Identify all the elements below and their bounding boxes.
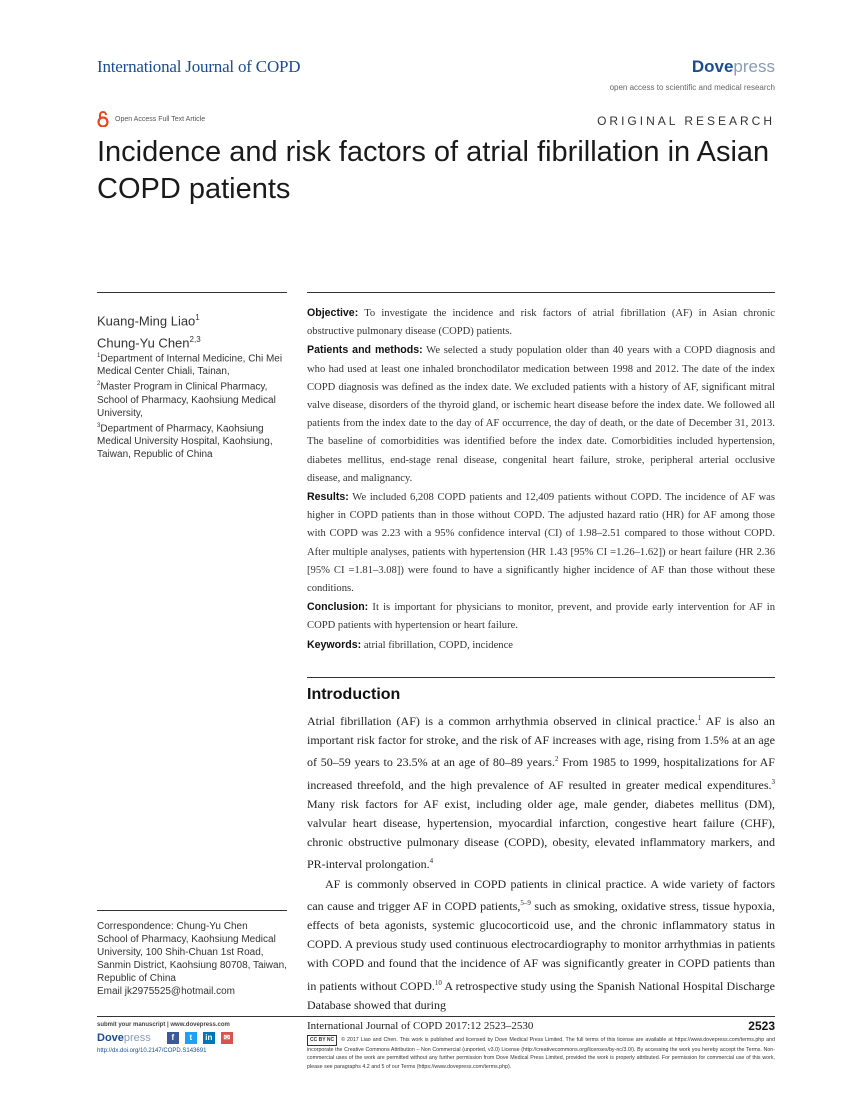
author: Kuang-Ming Liao$^1$ [97,313,200,329]
cc-license-icon[interactable]: CC BY NC [307,1035,337,1046]
citation-link[interactable]: 10 [434,978,442,987]
citation-link[interactable]: 4 [429,857,434,866]
open-access-text: Open Access Full Text Article [115,115,206,123]
submit-manuscript-link[interactable]: submit your manuscript | www.dovepress.com [97,1022,230,1028]
correspondence-label: Correspondence: Chung-Yu Chen [97,921,248,932]
intro-heading: Introduction [307,686,401,703]
article-title: Incidence and risk factors of atrial fibrillation in Asian COPD patients [97,136,770,205]
citation-link[interactable]: 2 [554,755,559,764]
divider-left [97,292,287,293]
affiliation: $^1$Department of Internal Medicine, Chi Mei Medical Center Chiali, Tainan, [97,353,283,378]
intro-paragraph: Atrial fibrillation (AF) is a common arrhythmia observed in clinical practice.$^1$ AF is also an important risk factor for stroke, and the risk of AF increases with age, rising from 1.5% at an age of 50–59 years to 23.5% at an age of 80–89 years.$^2$ From 1985 to 1999, hospitalizations for AF increased threefold, and the high prevalence of AF resulted in greater medical expenditures.$^3$ Many risk factors for AF exist, including older age, male gender, diabetes mellitus (DM), valvular heart disease, hypertension, myocardial infarction, congestive heart failure (CHF), chronic obstructive pulmonary disease (COPD), obesity, elevated inflammatory markers, and PR-interval prolongation.$^4$ [307,714,775,872]
citation-link[interactable]: 1 [697,714,702,722]
intro-body [307,709,775,1015]
abstract-objective: Objective: To investigate the incidence and risk factors of atrial fibrillation (AF) in Asian chronic obstructive pulmonary disease (COPD) patients. [307,307,775,338]
affiliation: $^2$Master Program in Clinical Pharmacy, School of Pharmacy, Kaohsiung Medical University, [97,381,276,419]
footer-divider [97,1016,775,1017]
footer-publisher-logo[interactable]: Dovepress [97,1032,151,1044]
author: Chung-Yu Chen$^{2,3}$ [97,335,201,351]
journal-name[interactable]: International Journal of COPD [97,57,301,76]
open-access-lock-icon [97,111,109,127]
intro-paragraph: AF is commonly observed in COPD patients in clinical practice. A wide variety of factors can cause and trigger AF in COPD patients,$^{5-9}$ such as smoking, oxidative stress, tissue hypoxia, effects of beta agonists, systemic glucocorticoid use, and the chronic inflammatory status in COPD. A previous study used continuous electrocardiography to monitor arrhythmias in patients with COPD and found that the incidence of AF was significantly greater in COPD patients than in patients without COPD.$^{10}$ A retrospective study using the Spanish National Hospital Discharge Database showed that during [307,876,775,1012]
publisher-tagline: open access to scientific and medical research [609,83,775,92]
open-access-label [97,111,205,127]
abstract-keywords: Keywords: atrial fibrillation, COPD, incidence [307,638,513,651]
footer-left [97,1022,297,1054]
abstract [307,304,775,655]
license-text: CC BY NC © 2017 Liao and Chen. This work is published and licensed by Dove Medical Press Limited. The full terms of this license are available at https://www.dovepress.com/terms.php and incorporate the Creative Commons Attribution – Non Commercial (unported, v3.0) License (http://creativecommons.org/licenses/by-nc/3.0/). By accessing the work you hereby accept the Terms. Non-commercial uses of the work are permitted without any further permission from Dove Medical Press Limited, provided the work is properly attributed. For permission for commercial use of this work, please see paragraphs 4.2 and 5 of our Terms (https://www.dovepress.com/terms.php). [307,1037,775,1070]
publisher-suffix: press [733,57,775,76]
footer-journal-ref: International Journal of COPD 2017:12 2523–2530 [307,1020,534,1032]
citation-link[interactable]: 3 [771,777,775,786]
abstract-methods: Patients and methods: We selected a study population older than 40 years with a COPD diagnosis and who had used at least one inhaled bronchodilator medication between 1998 and 2012. The date of the index COPD diagnosis was defined as the index date. We excluded patients with a history of AF, significant mitral valve disease, disorders of the thyroid gland, or ischemic heart disease before the index date. We followed all patients from the index date to the day of AF occurrence, the day of death, or the date of December 31, 2013. The baseline of comorbidities was identified before the index date. Comorbidities included hypertension, diabetes mellitus, end-stage renal disease, congenital heart failure, stroke, peripheral arterial occlusive disease, and malignancy. [307,344,775,484]
publisher-main: Dove [691,57,734,76]
page-number: 2523 [748,1019,775,1033]
twitter-icon[interactable]: t [185,1032,197,1044]
abstract-divider [307,677,775,678]
social-icons [167,1032,233,1044]
divider-right [307,292,775,293]
abstract-conclusion: Conclusion: It is important for physicians to monitor, prevent, and provide early intervention for AF in COPD patients with hypertension or heart failure. [307,601,775,632]
correspondence-divider [97,910,287,911]
email-icon[interactable]: ✉ [221,1032,233,1044]
doi-link[interactable]: http://dx.doi.org/10.2147/COPD.S143691 [97,1048,207,1054]
correspondence-email[interactable]: Email jk2975525@hotmail.com [97,986,235,997]
affiliation: $^3$Department of Pharmacy, Kaohsiung Medical University Hospital, Kaohsiung, Taiwan, Republic of China [97,422,273,460]
correspondence-address: School of Pharmacy, Kaohsiung Medical University, 100 Shih-Chuan 1st Road, Sanmin District, Kaohsiung 80708, Taiwan, Republic of China [97,934,287,984]
linkedin-icon[interactable]: in [203,1032,215,1044]
facebook-icon[interactable]: f [167,1032,179,1044]
publisher-logo[interactable] [692,57,775,77]
abstract-results: Results: We included 6,208 COPD patients and 12,409 patients without COPD. The incidence of AF was higher in COPD patients than in those without COPD. The adjusted hazard ratio (HR) for AF among those with COPD was 2.23 with a 95% confidence interval (CI) of 1.98–2.51 compared to those without COPD. After multiple analyses, patients with hypertension (HR 1.43 [95% CI =1.26–1.62]) or heart failure (HR 2.36 [95% CI =1.81–3.08]) were found to have a significantly higher incidence of AF than those without these conditions. [307,491,775,595]
article-category: ORIGINAL RESEARCH [597,114,775,128]
citation-link[interactable]: 5–9 [520,898,531,907]
affiliations [97,350,297,461]
correspondence [97,920,297,998]
author-list [97,308,201,353]
